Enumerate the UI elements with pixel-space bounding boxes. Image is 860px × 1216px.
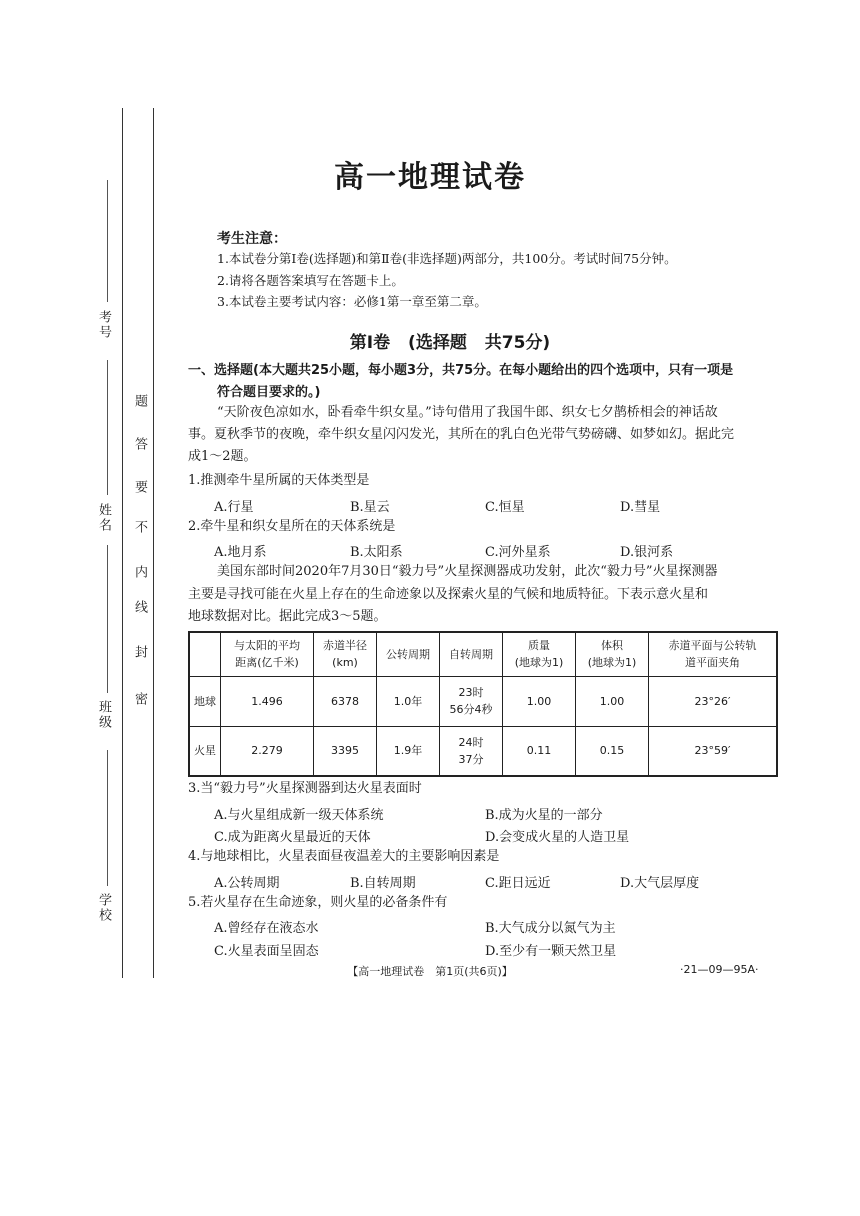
- table-header-cell: [377, 632, 440, 676]
- option-c[interactable]: C.成为距离火星最近的天体: [214, 830, 371, 845]
- option-d[interactable]: D.银河系: [620, 545, 674, 560]
- option-a[interactable]: A.与火星组成新一级天体系统: [214, 808, 384, 823]
- notice-item: 3.本试卷主要考试内容：必修1第一章至第二章。: [217, 294, 487, 309]
- cell-text: 23时 56分4秒: [449, 686, 493, 716]
- table-header-cell: [649, 632, 778, 676]
- school-label: 学校: [96, 893, 111, 923]
- header-text: 公转周期: [386, 647, 430, 661]
- table-cell: 1.00: [576, 676, 649, 726]
- cell-text: 24时 37分: [458, 735, 484, 766]
- table-header-cell: [440, 632, 503, 676]
- option-b[interactable]: B.成为火星的一部分: [485, 808, 603, 823]
- section-score: 共75分): [484, 333, 551, 353]
- instruction-line: 一、选择题(本大题共25小题，每小题3分，共75分。在每小题给出的四个选项中，只有一项是: [188, 363, 734, 378]
- seal-char: 不: [132, 520, 147, 535]
- notice-item: 1.本试卷分第Ⅰ卷(选择题)和第Ⅱ卷(非选择题)两部分，共100分。考试时间75分钟。: [217, 251, 677, 266]
- passage-line: 地球数据对比。据此完成3～5题。: [188, 609, 387, 624]
- exam-no-field[interactable]: [107, 180, 108, 302]
- table-header-row: [189, 632, 777, 676]
- school-field[interactable]: [107, 750, 108, 886]
- seal-char: 线: [132, 600, 147, 615]
- seal-char: 要: [132, 480, 147, 495]
- table-cell: 1.0年: [377, 676, 440, 726]
- page-footer: 【高一地理试卷 第1页(共6页)】: [347, 965, 513, 978]
- passage-line: 成1～2题。: [188, 449, 257, 464]
- passage-line: 美国东部时间2020年7月30日“毅力号”火星探测器成功发射，此次“毅力号”火星探测器: [217, 564, 718, 579]
- exam-no-label: 考号: [96, 310, 111, 340]
- page-title: 高一地理试卷: [334, 160, 526, 195]
- question-stem: 3.当“毅力号”火星探测器到达火星表面时: [188, 781, 422, 796]
- notice-item: 2.请将各题答案填写在答题卡上。: [217, 273, 404, 288]
- binding-line-outer: [122, 108, 123, 978]
- table-header-cell: [314, 632, 377, 676]
- name-field[interactable]: [107, 360, 108, 495]
- name-label: 姓名: [96, 503, 111, 533]
- table-cell: 0.15: [576, 726, 649, 776]
- header-text: 质量 (地球为1): [514, 639, 564, 670]
- binding-line-inner: [153, 108, 154, 978]
- passage-line: 主要是寻找可能在火星上存在的生命迹象以及探索火星的气候和地质特征。下表示意火星和: [188, 587, 709, 602]
- option-b[interactable]: B.太阳系: [350, 545, 403, 560]
- seal-char: 题: [132, 394, 147, 409]
- table-header-cell: [576, 632, 649, 676]
- table-cell: 火星: [189, 726, 221, 776]
- header-text: 赤道平面与公转轨 道平面夹角: [668, 639, 757, 670]
- table-cell: [440, 676, 503, 726]
- class-label: 班级: [96, 700, 111, 730]
- table-cell: 地球: [189, 676, 221, 726]
- section-heading: [0, 328, 860, 353]
- seal-char: 内: [132, 565, 147, 580]
- section-name: (选择题: [408, 333, 467, 353]
- question-stem: 1.推测牵牛星所属的天体类型是: [188, 473, 370, 488]
- option-a[interactable]: A.曾经存在液态水: [214, 921, 319, 936]
- option-d[interactable]: D.至少有一颗天然卫星: [485, 944, 617, 959]
- table-cell: [440, 726, 503, 776]
- table-cell: 1.9年: [377, 726, 440, 776]
- passage-line: “天阶夜色凉如水，卧看牵牛织女星。”诗句借用了我国牛郎、织女七夕鹊桥相会的神话故: [217, 405, 718, 420]
- option-b[interactable]: B.大气成分以氮气为主: [485, 921, 616, 936]
- option-a[interactable]: A.公转周期: [214, 876, 280, 891]
- header-text: 与太阳的平均 距离(亿千米): [234, 639, 300, 670]
- header-text: 体积 (地球为1): [587, 639, 637, 670]
- instruction-line: 符合题目要求的。): [217, 385, 321, 400]
- table-header-cell: [503, 632, 576, 676]
- option-d[interactable]: D.大气层厚度: [620, 876, 700, 891]
- table-row: [189, 726, 777, 776]
- table-cell: 1.00: [503, 676, 576, 726]
- question-stem: 2.牵牛星和织女星所在的天体系统是: [188, 519, 396, 534]
- table-row: [189, 676, 777, 726]
- question-stem: 5.若火星存在生命迹象，则火星的必备条件有: [188, 895, 448, 910]
- header-text: 自转周期: [449, 647, 493, 661]
- option-b[interactable]: B.自转周期: [350, 876, 416, 891]
- option-c[interactable]: C.恒星: [485, 500, 525, 515]
- seal-char: 答: [132, 437, 147, 452]
- table-cell: 2.279: [221, 726, 314, 776]
- option-c[interactable]: C.火星表面呈固态: [214, 944, 319, 959]
- seal-char: 密: [132, 692, 147, 707]
- table-header-cell: [189, 632, 221, 676]
- paper-code: ·21—09—95A·: [680, 963, 759, 976]
- option-c[interactable]: C.河外星系: [485, 545, 551, 560]
- table-cell: 0.11: [503, 726, 576, 776]
- option-d[interactable]: D.彗星: [620, 500, 661, 515]
- option-d[interactable]: D.会变成火星的人造卫星: [485, 830, 630, 845]
- seal-char: 封: [132, 645, 147, 660]
- option-a[interactable]: A.行星: [214, 500, 254, 515]
- table-header-cell: [221, 632, 314, 676]
- table-cell: 6378: [314, 676, 377, 726]
- section-part: 第Ⅰ卷: [349, 333, 391, 353]
- table-cell: 1.496: [221, 676, 314, 726]
- notice-heading: 考生注意：: [217, 231, 287, 247]
- option-b[interactable]: B.星云: [350, 500, 390, 515]
- passage-line: 事。夏秋季节的夜晚，牵牛织女星闪闪发光，其所在的乳白色光带气势磅礴、如梦如幻。据此完: [188, 427, 735, 442]
- question-stem: 4.与地球相比，火星表面昼夜温差大的主要影响因素是: [188, 849, 500, 864]
- class-field[interactable]: [107, 545, 108, 693]
- header-text: 赤道半径 (km): [323, 639, 367, 670]
- option-a[interactable]: A.地月系: [214, 545, 267, 560]
- table-cell: 3395: [314, 726, 377, 776]
- mars-earth-table: [188, 631, 778, 777]
- table-cell: 23°59′: [649, 726, 778, 776]
- table-cell: 23°26′: [649, 676, 778, 726]
- option-c[interactable]: C.距日远近: [485, 876, 551, 891]
